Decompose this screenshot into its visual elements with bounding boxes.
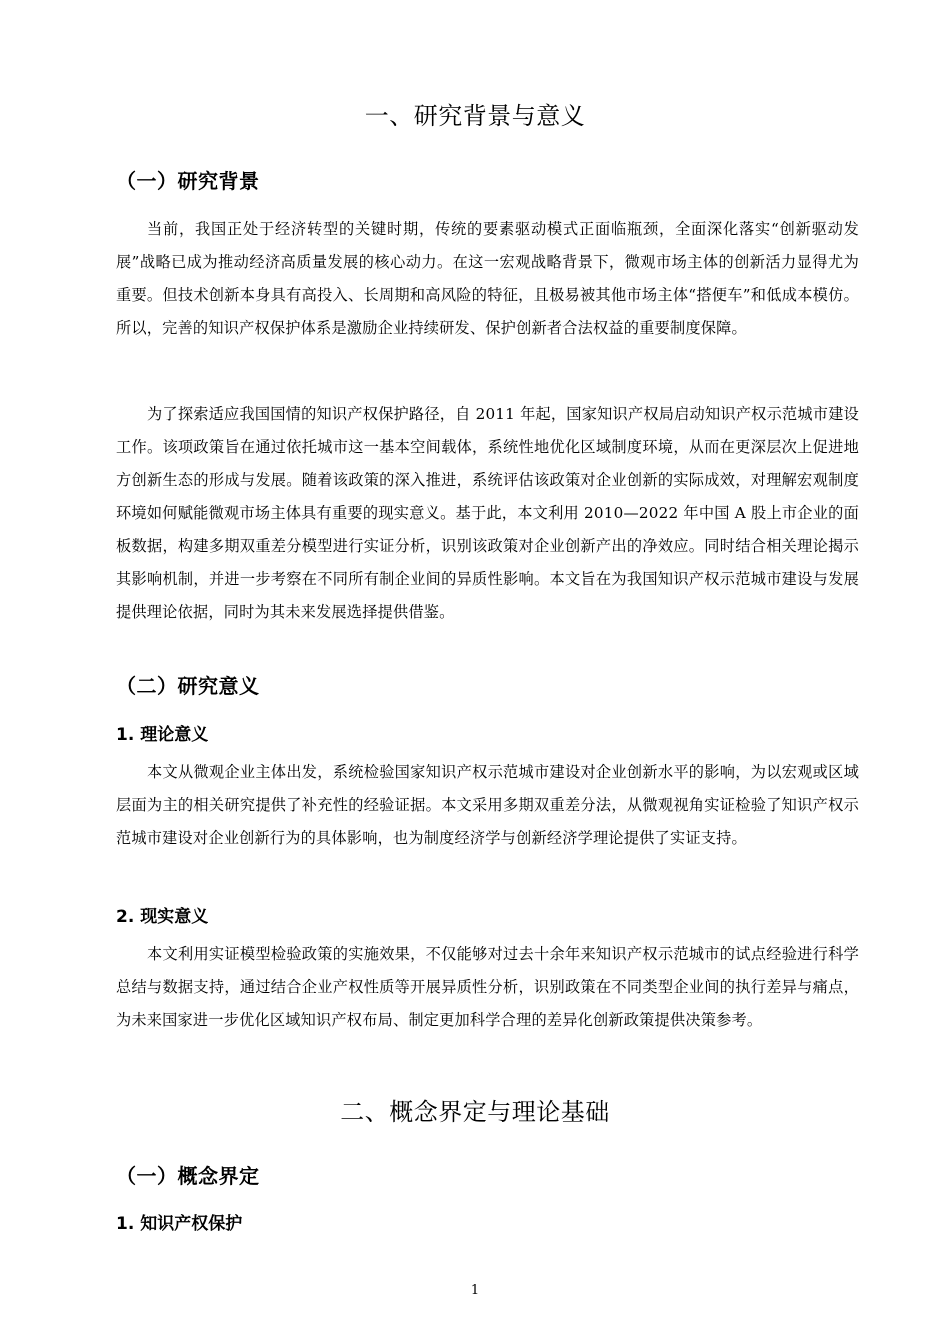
section-1-1-title: （一）研究背景 bbox=[116, 169, 260, 193]
practical-significance-title: 2. 现实意义 bbox=[116, 907, 209, 927]
practical-significance-paragraph: 本文利用实证模型检验政策的实施效果，不仅能够对过去十余年来知识产权示范城市的试点经验进行科学总结与数据支持，通过结合企业产权性质等开展异质性分析，识别政策在不同类型企业间的执行差异与痛点，为未来国家进一步优化区域知识产权布局、制定更加科学合理的差异化创新政策提供决策参考。 bbox=[116, 945, 859, 1029]
theoretical-significance-paragraph: 本文从微观企业主体出发，系统检验国家知识产权示范城市建设对企业创新水平的影响，为以宏观或区域层面为主的相关研究提供了补充性的经验证据。本文采用多期双重差分法，从微观视角实证检验了知识产权示范城市建设对企业创新行为的具体影响，也为制度经济学与创新经济学理论提供了实证支持。 bbox=[116, 763, 859, 847]
theoretical-significance-title: 1. 理论意义 bbox=[116, 725, 209, 745]
page-number: 1 bbox=[470, 1283, 480, 1298]
section-2-title: 二、概念界定与理论基础 bbox=[340, 1098, 610, 1126]
background-paragraph-2: 为了探索适应我国国情的知识产权保护路径，自 2011 年起，国家知识产权局启动知识产权示范城市建设工作。该项政策旨在通过依托城市这一基本空间载体，系统性地优化区域制度环境，从而在更深层次上促进地方创新生态的形成与发展。随着该政策的深入推进，系统评估该政策对企业创新的实际成效，对理解宏观制度环境如何赋能微观市场主体具有重要的现实意义。基于此，本文利用 2010—2022 年中国 A 股上市企业的面板数据，构建多期双重差分模型进行实证分析，识别该政策对企业创新产出的净效应。同时结合相关理论揭示其影响机制，并进一步考察在不同所有制企业间的异质性影响。本文旨在为我国知识产权示范城市建设与发展提供理论依据，同时为其未来发展选择提供借鉴。 bbox=[116, 405, 859, 621]
section-1-title: 一、研究背景与意义 bbox=[364, 102, 586, 130]
ip-protection-title: 1. 知识产权保护 bbox=[116, 1214, 243, 1234]
background-paragraph-1: 当前，我国正处于经济转型的关键时期，传统的要素驱动模式正面临瓶颈，全面深化落实“创新驱动发展”战略已成为推动经济高质量发展的核心动力。在这一宏观战略背景下，微观市场主体的创新活力显得尤为重要。但技术创新本身具有高投入、长周期和高风险的特征，且极易被其他市场主体“搭便车”和低成本模仿。所以，完善的知识产权保护体系是激励企业持续研发、保护创新者合法权益的重要制度保障。 bbox=[116, 220, 859, 337]
section-1-2-title: （二）研究意义 bbox=[116, 674, 260, 698]
section-2-1-title: （一）概念界定 bbox=[116, 1164, 260, 1188]
